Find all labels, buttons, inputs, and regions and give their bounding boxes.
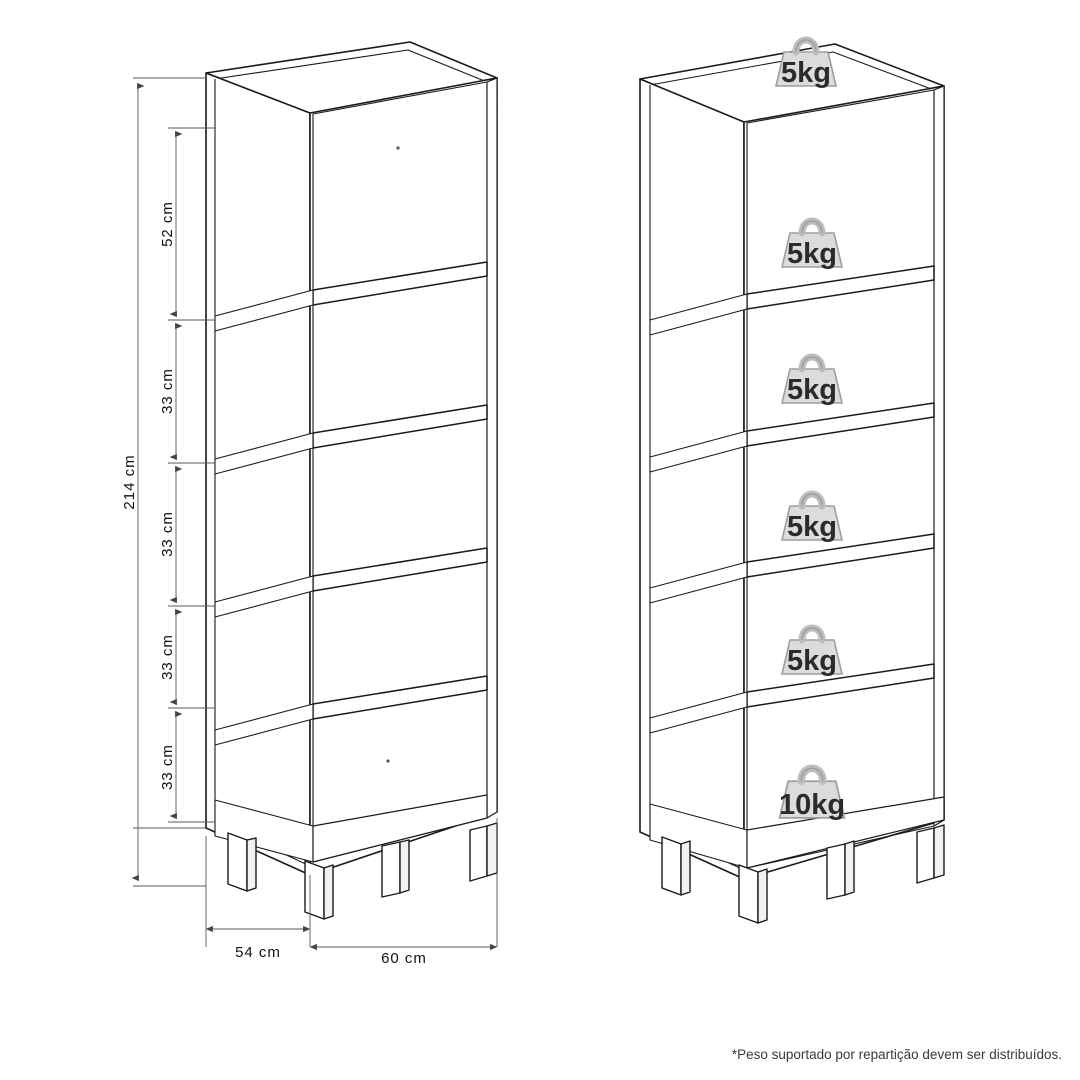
label-width: 60 cm bbox=[381, 950, 427, 967]
weight-badge-bottom-label: 10kg bbox=[778, 789, 846, 821]
label-total-height: 214 cm bbox=[120, 454, 138, 510]
weight-badge-top-label: 5kg bbox=[781, 57, 831, 89]
label-compartment-5: 33 cm bbox=[158, 744, 176, 790]
footnote-text: *Peso suportado por repartição devem ser distribuídos. bbox=[731, 1047, 1062, 1062]
label-depth: 54 cm bbox=[235, 944, 281, 961]
label-compartment-2: 33 cm bbox=[158, 368, 176, 414]
weight-badge-shelf-1-label: 5kg bbox=[787, 238, 837, 270]
weight-badge-shelf-2-label: 5kg bbox=[787, 374, 837, 406]
label-compartment-4: 33 cm bbox=[158, 634, 176, 680]
label-compartment-3: 33 cm bbox=[158, 511, 176, 557]
weight-badge-shelf-4-label: 5kg bbox=[787, 645, 837, 677]
weight-badge-shelf-3-label: 5kg bbox=[787, 511, 837, 543]
label-compartment-1: 52 cm bbox=[158, 201, 176, 247]
left-view-cabinet bbox=[206, 42, 497, 919]
